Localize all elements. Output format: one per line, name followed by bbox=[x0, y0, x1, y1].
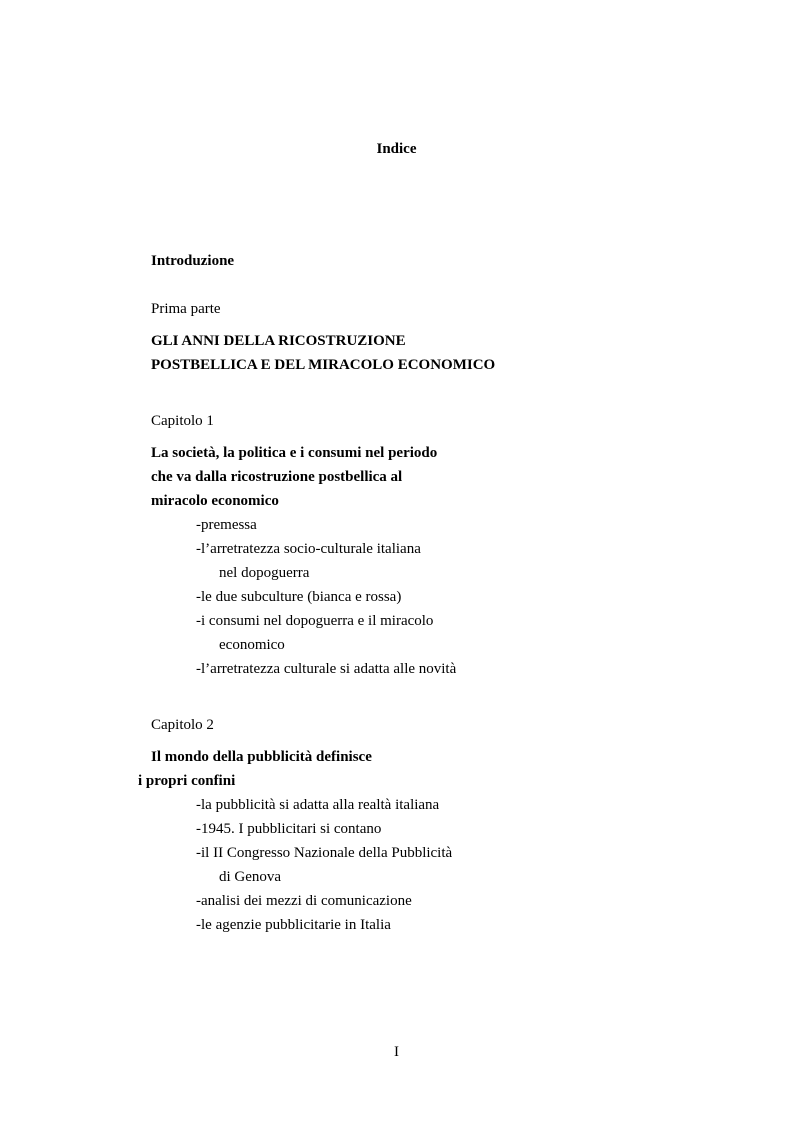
page-number: I bbox=[394, 1044, 399, 1060]
part-title-line-2: POSTBELLICA E DEL MIRACOLO ECONOMICO bbox=[151, 357, 496, 373]
toc-entry: -l’arretratezza culturale si adatta alle novità bbox=[196, 661, 457, 677]
chapter-2-title-line-1: Il mondo della pubblicità definisce bbox=[151, 749, 372, 765]
toc-entry: -premessa bbox=[196, 517, 257, 533]
chapter-1-title-line-2: che va dalla ricostruzione postbellica al bbox=[151, 469, 403, 485]
toc-entry: -analisi dei mezzi di comunicazione bbox=[196, 893, 412, 909]
toc-entry: -1945. I pubblicitari si contano bbox=[196, 821, 382, 837]
toc-entry-continuation: di Genova bbox=[219, 869, 282, 885]
part-label: Prima parte bbox=[151, 301, 221, 317]
toc-entry-continuation: nel dopoguerra bbox=[219, 565, 310, 581]
toc-introduction: Introduzione bbox=[151, 253, 235, 269]
toc-entry-continuation: economico bbox=[219, 637, 285, 653]
page-title: Indice bbox=[376, 141, 417, 157]
toc-entry: -i consumi nel dopoguerra e il miracolo bbox=[196, 613, 434, 629]
chapter-2-label: Capitolo 2 bbox=[151, 717, 214, 733]
toc-entry: -le agenzie pubblicitarie in Italia bbox=[196, 917, 391, 933]
toc-entry: -le due subculture (bianca e rossa) bbox=[196, 589, 402, 605]
chapter-1-title-line-3: miracolo economico bbox=[151, 493, 279, 509]
toc-entry: -il II Congresso Nazionale della Pubblicità bbox=[196, 845, 453, 861]
toc-entry: -l’arretratezza socio-culturale italiana bbox=[196, 541, 421, 557]
chapter-1-title-line-1: La società, la politica e i consumi nel periodo bbox=[151, 445, 438, 461]
toc-entry: -la pubblicità si adatta alla realtà italiana bbox=[196, 797, 440, 813]
part-title-line-1: GLI ANNI DELLA RICOSTRUZIONE bbox=[151, 333, 406, 349]
chapter-2-title-line-2: i propri confini bbox=[138, 773, 236, 789]
chapter-1-label: Capitolo 1 bbox=[151, 413, 214, 429]
